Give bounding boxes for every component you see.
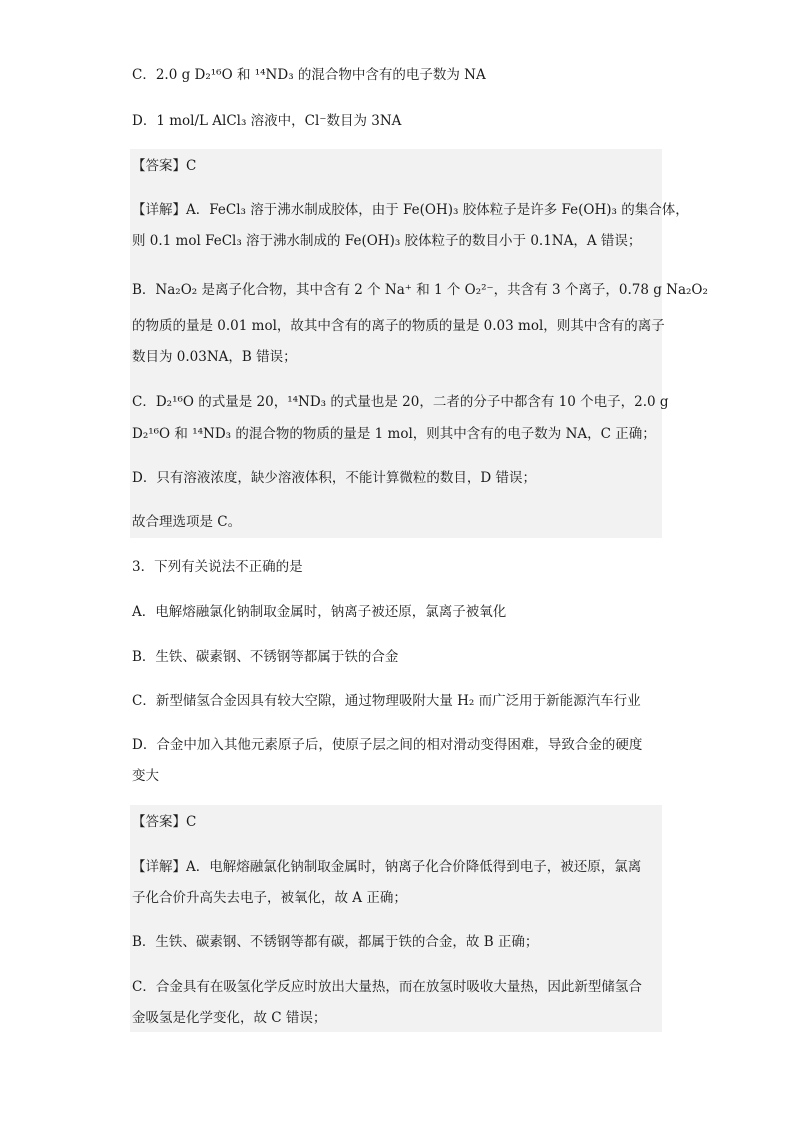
- q2-detail-d: D．只有溶液浓度，缺少溶液体积，不能计算微粒的数目，D 错误；: [132, 470, 536, 486]
- q3-detail-c-line1: C．合金具有在吸氢化学反应时放出大量热，而在放氢时吸收大量热，因此新型储氢合: [132, 979, 642, 995]
- q2-option-d: D．1 mol/L AlCl₃ 溶液中，Cl⁻数目为 3NA: [132, 113, 402, 129]
- q2-detail-a-line2: 则 0.1 mol FeCl₃ 溶于沸水制成的 Fe(OH)₃ 胶体粒子的数目小于 0.1NA，A 错误；: [132, 233, 642, 249]
- q2-detail-b-line3: 数目为 0.03NA，B 错误；: [132, 349, 297, 365]
- q2-answer: 【答案】C: [132, 158, 197, 174]
- q2-option-c: C．2.0 g D₂¹⁶O 和 ¹⁴ND₃ 的混合物中含有的电子数为 NA: [132, 67, 486, 83]
- q2-conclusion: 故合理选项是 C。: [132, 514, 242, 530]
- q3-detail-c-line2: 金吸氢是化学变化，故 C 错误；: [132, 1010, 327, 1026]
- q2-detail-a-line1: 【详解】A．FeCl₃ 溶于沸水制成胶体，由于 Fe(OH)₃ 胶体粒子是许多 Fe(OH)₃ 的集合体，: [132, 202, 689, 218]
- q2-detail-c-line2: D₂¹⁶O 和 ¹⁴ND₃ 的混合物的物质的量是 1 mol，则其中含有的电子数为 NA，C 正确；: [132, 426, 656, 442]
- q3-option-b: B．生铁、碳素钢、不锈钢等都属于铁的合金: [132, 649, 399, 665]
- q3-stem: 3．下列有关说法不正确的是: [132, 559, 303, 575]
- q3-detail-a-line1: 【详解】A．电解熔融氯化钠制取金属时，钠离子化合价降低得到电子，被还原，氯离: [132, 859, 642, 875]
- q3-answer: 【答案】C: [132, 814, 197, 830]
- q3-option-d-line1: D．合金中加入其他元素原子后，使原子层之间的相对滑动变得困难，导致合金的硬度: [132, 737, 643, 753]
- q3-option-d-line2: 变大: [132, 768, 159, 784]
- q2-detail-c-line1: C．D₂¹⁶O 的式量是 20，¹⁴ND₃ 的式量也是 20，二者的分子中都含有 10 个电子，2.0 g: [132, 394, 669, 410]
- q3-solution-block: [130, 805, 662, 1032]
- q2-detail-b-line2: 的物质的量是 0.01 mol，故其中含有的离子的物质的量是 0.03 mol，则其中含有的离子: [132, 318, 665, 334]
- q3-detail-a-line2: 子化合价升高失去电子，被氧化，故 A 正确；: [132, 890, 407, 906]
- q3-option-c: C．新型储氢合金因具有较大空隙，通过物理吸附大量 H₂ 而广泛用于新能源汽车行业: [132, 693, 641, 709]
- q3-option-a: A．电解熔融氯化钠制取金属时，钠离子被还原，氯离子被氧化: [132, 604, 507, 620]
- q3-detail-b: B．生铁、碳素钢、不锈钢等都有碳，都属于铁的合金，故 B 正确；: [132, 934, 539, 950]
- q2-detail-b-line1: B．Na₂O₂ 是离子化合物，其中含有 2 个 Na⁺ 和 1 个 O₂²⁻，共含有 3 个离子，0.78 g Na₂O₂: [132, 282, 708, 298]
